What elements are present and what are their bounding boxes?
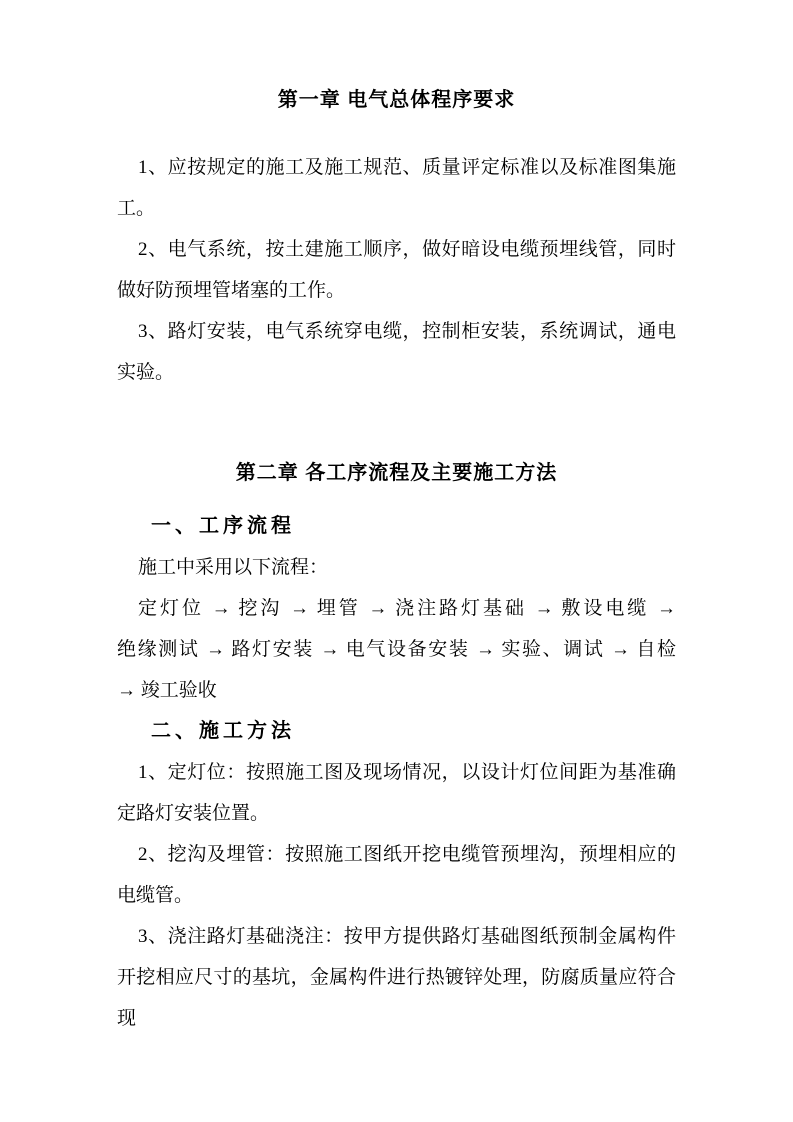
chapter1-paragraph-2: [117, 229, 676, 311]
chapter1-paragraph-3: [117, 311, 676, 393]
text-line: 工。: [117, 198, 156, 219]
workflow-sequence: [117, 588, 676, 711]
method-paragraph-3: [117, 916, 676, 1029]
chapter1-title: 第一章 电气总体程序要求: [277, 89, 516, 111]
text-line: 1、应按规定的施工及施工规范、质量评定标准以及标准图集施: [138, 157, 676, 178]
section1-heading: 一、工序流程: [151, 515, 295, 537]
workflow-intro-line: 施工中采用以下流程：: [138, 557, 329, 578]
text-line: 3、路灯安装，电气系统穿电缆，控制柜安装，系统调试，通电: [138, 321, 676, 342]
text-line: 1、定灯位：按照施工图及现场情况，以设计灯位间距为基准确: [138, 762, 676, 783]
text-line: 2、电气系统，按土建施工顺序，做好暗设电缆预埋线管，同时: [138, 239, 676, 260]
text-line: 电缆管。: [117, 885, 194, 906]
text-line: 做好防预埋管堵塞的工作。: [117, 280, 346, 301]
text-line: 开挖相应尺寸的基坑，金属构件进行热镀锌处理，防腐质量应符合现: [117, 967, 676, 1029]
method-paragraph-1: [117, 752, 676, 834]
chapter2-title: 第二章 各工序流程及主要施工方法: [235, 462, 558, 484]
method-paragraph-2: [117, 834, 676, 916]
text-line: 实验。: [117, 362, 175, 383]
section2-heading: 二、施工方法: [151, 720, 295, 742]
workflow-line: 定灯位 → 挖沟 → 埋管 → 浇注路灯基础 → 敷设电缆 →: [138, 598, 676, 619]
text-line: 3、浇注路灯基础浇注：按甲方提供路灯基础图纸预制金属构件: [138, 926, 676, 947]
text-line: 定路灯安装位置。: [117, 803, 270, 824]
chapter1-paragraph-1: [117, 147, 676, 229]
text-line: 2、挖沟及埋管：按照施工图纸开挖电缆管预埋沟，预埋相应的: [138, 844, 676, 865]
workflow-line: → 竣工验收: [117, 680, 217, 701]
workflow-line: 绝缘测试 → 路灯安装 → 电气设备安装 → 实验、调试 → 自检: [117, 639, 676, 660]
